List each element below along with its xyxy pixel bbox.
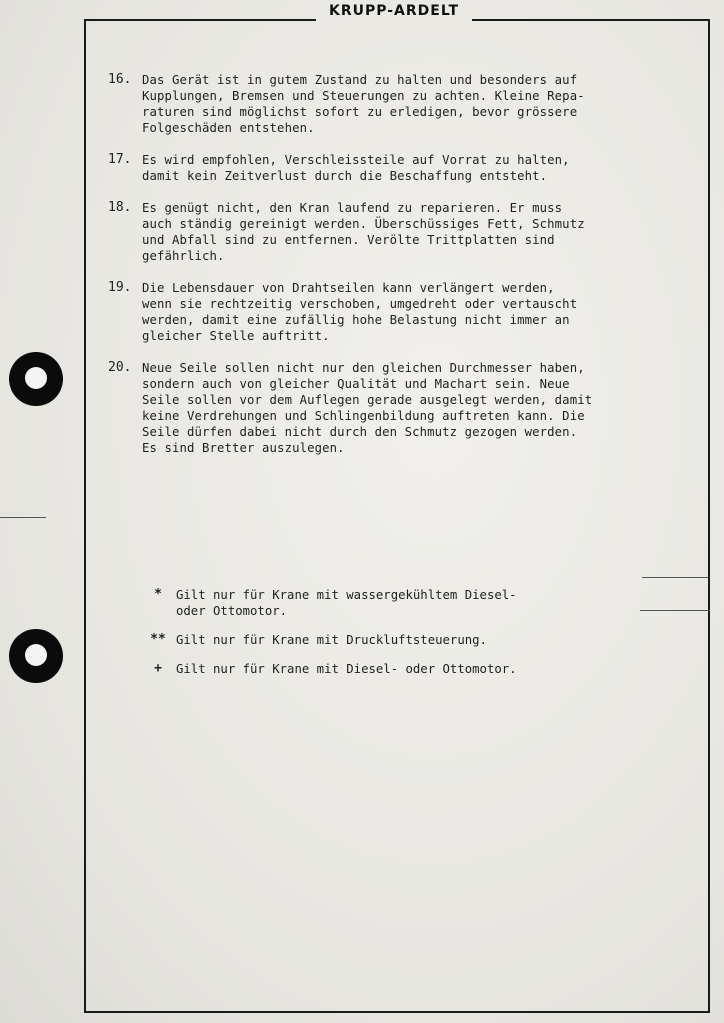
item-text: Es genügt nicht, den Kran laufend zu reparieren. Er muss auch ständig gereinigt werden. Überschüssiges Fett, Schmutz und Abfall sind zu entfernen. Verölte Trittplatten sind gefährlich. bbox=[142, 201, 585, 263]
scan-mark bbox=[642, 577, 708, 578]
scan-mark bbox=[0, 517, 46, 518]
item-number: 20. bbox=[108, 360, 132, 375]
item-number: 19. bbox=[108, 280, 132, 295]
footnote bbox=[140, 587, 620, 619]
list-item bbox=[108, 360, 688, 456]
list-item bbox=[108, 72, 688, 136]
item-text: Es wird empfohlen, Verschleissteile auf Vorrat zu halten, damit kein Zeitverlust durch die Beschaffung entsteht. bbox=[142, 153, 570, 183]
punch-hole bbox=[9, 629, 63, 683]
item-number: 17. bbox=[108, 152, 132, 167]
footnote-mark: + bbox=[154, 661, 162, 676]
item-text: Die Lebensdauer von Drahtseilen kann verlängert werden, wenn sie rechtzeitig verschoben, umgedreht oder vertauscht werden, damit eine zufällig hohe Belastung nicht immer an gleicher Stelle auftritt. bbox=[142, 281, 578, 343]
footnote-mark: ** bbox=[150, 632, 166, 647]
instruction-list bbox=[108, 72, 688, 472]
list-item bbox=[108, 280, 688, 344]
footnote bbox=[140, 661, 620, 677]
list-item bbox=[108, 152, 688, 184]
frame-top-rule-left bbox=[84, 19, 316, 21]
item-text: Neue Seile sollen nicht nur den gleichen Durchmesser haben, sondern auch von gleicher Qualität und Machart sein. Neue Seile sollen vor dem Auflegen gerade ausgelegt werden, damit keine Verdrehungen und Schlingenbildung auftreten kann. Die Seile dürfen dabei nicht durch den Schmutz gezogen werden. Es sind Bretter auszulegen. bbox=[142, 361, 593, 455]
footnote-text: Gilt nur für Krane mit Druckluftsteuerung. bbox=[176, 633, 487, 647]
list-item bbox=[108, 200, 688, 264]
punch-hole bbox=[9, 352, 63, 406]
frame-top-rule-right bbox=[472, 19, 710, 21]
item-number: 18. bbox=[108, 200, 132, 215]
item-number: 16. bbox=[108, 72, 132, 87]
footnote-text: Gilt nur für Krane mit wassergekühltem Diesel- oder Ottomotor. bbox=[176, 588, 517, 618]
footnote-mark: * bbox=[154, 587, 162, 602]
brand-header: KRUPP-ARDELT bbox=[328, 3, 460, 19]
footnote-text: Gilt nur für Krane mit Diesel- oder Ottomotor. bbox=[176, 662, 517, 676]
footnote bbox=[140, 632, 620, 648]
footnotes bbox=[140, 587, 620, 690]
scan-mark bbox=[640, 610, 710, 611]
item-text: Das Gerät ist in gutem Zustand zu halten und besonders auf Kupplungen, Bremsen und Steuerungen zu achten. Kleine Repa- raturen sind möglichst sofort zu erledigen, bevor grössere Folgeschäden entstehen. bbox=[142, 73, 585, 135]
